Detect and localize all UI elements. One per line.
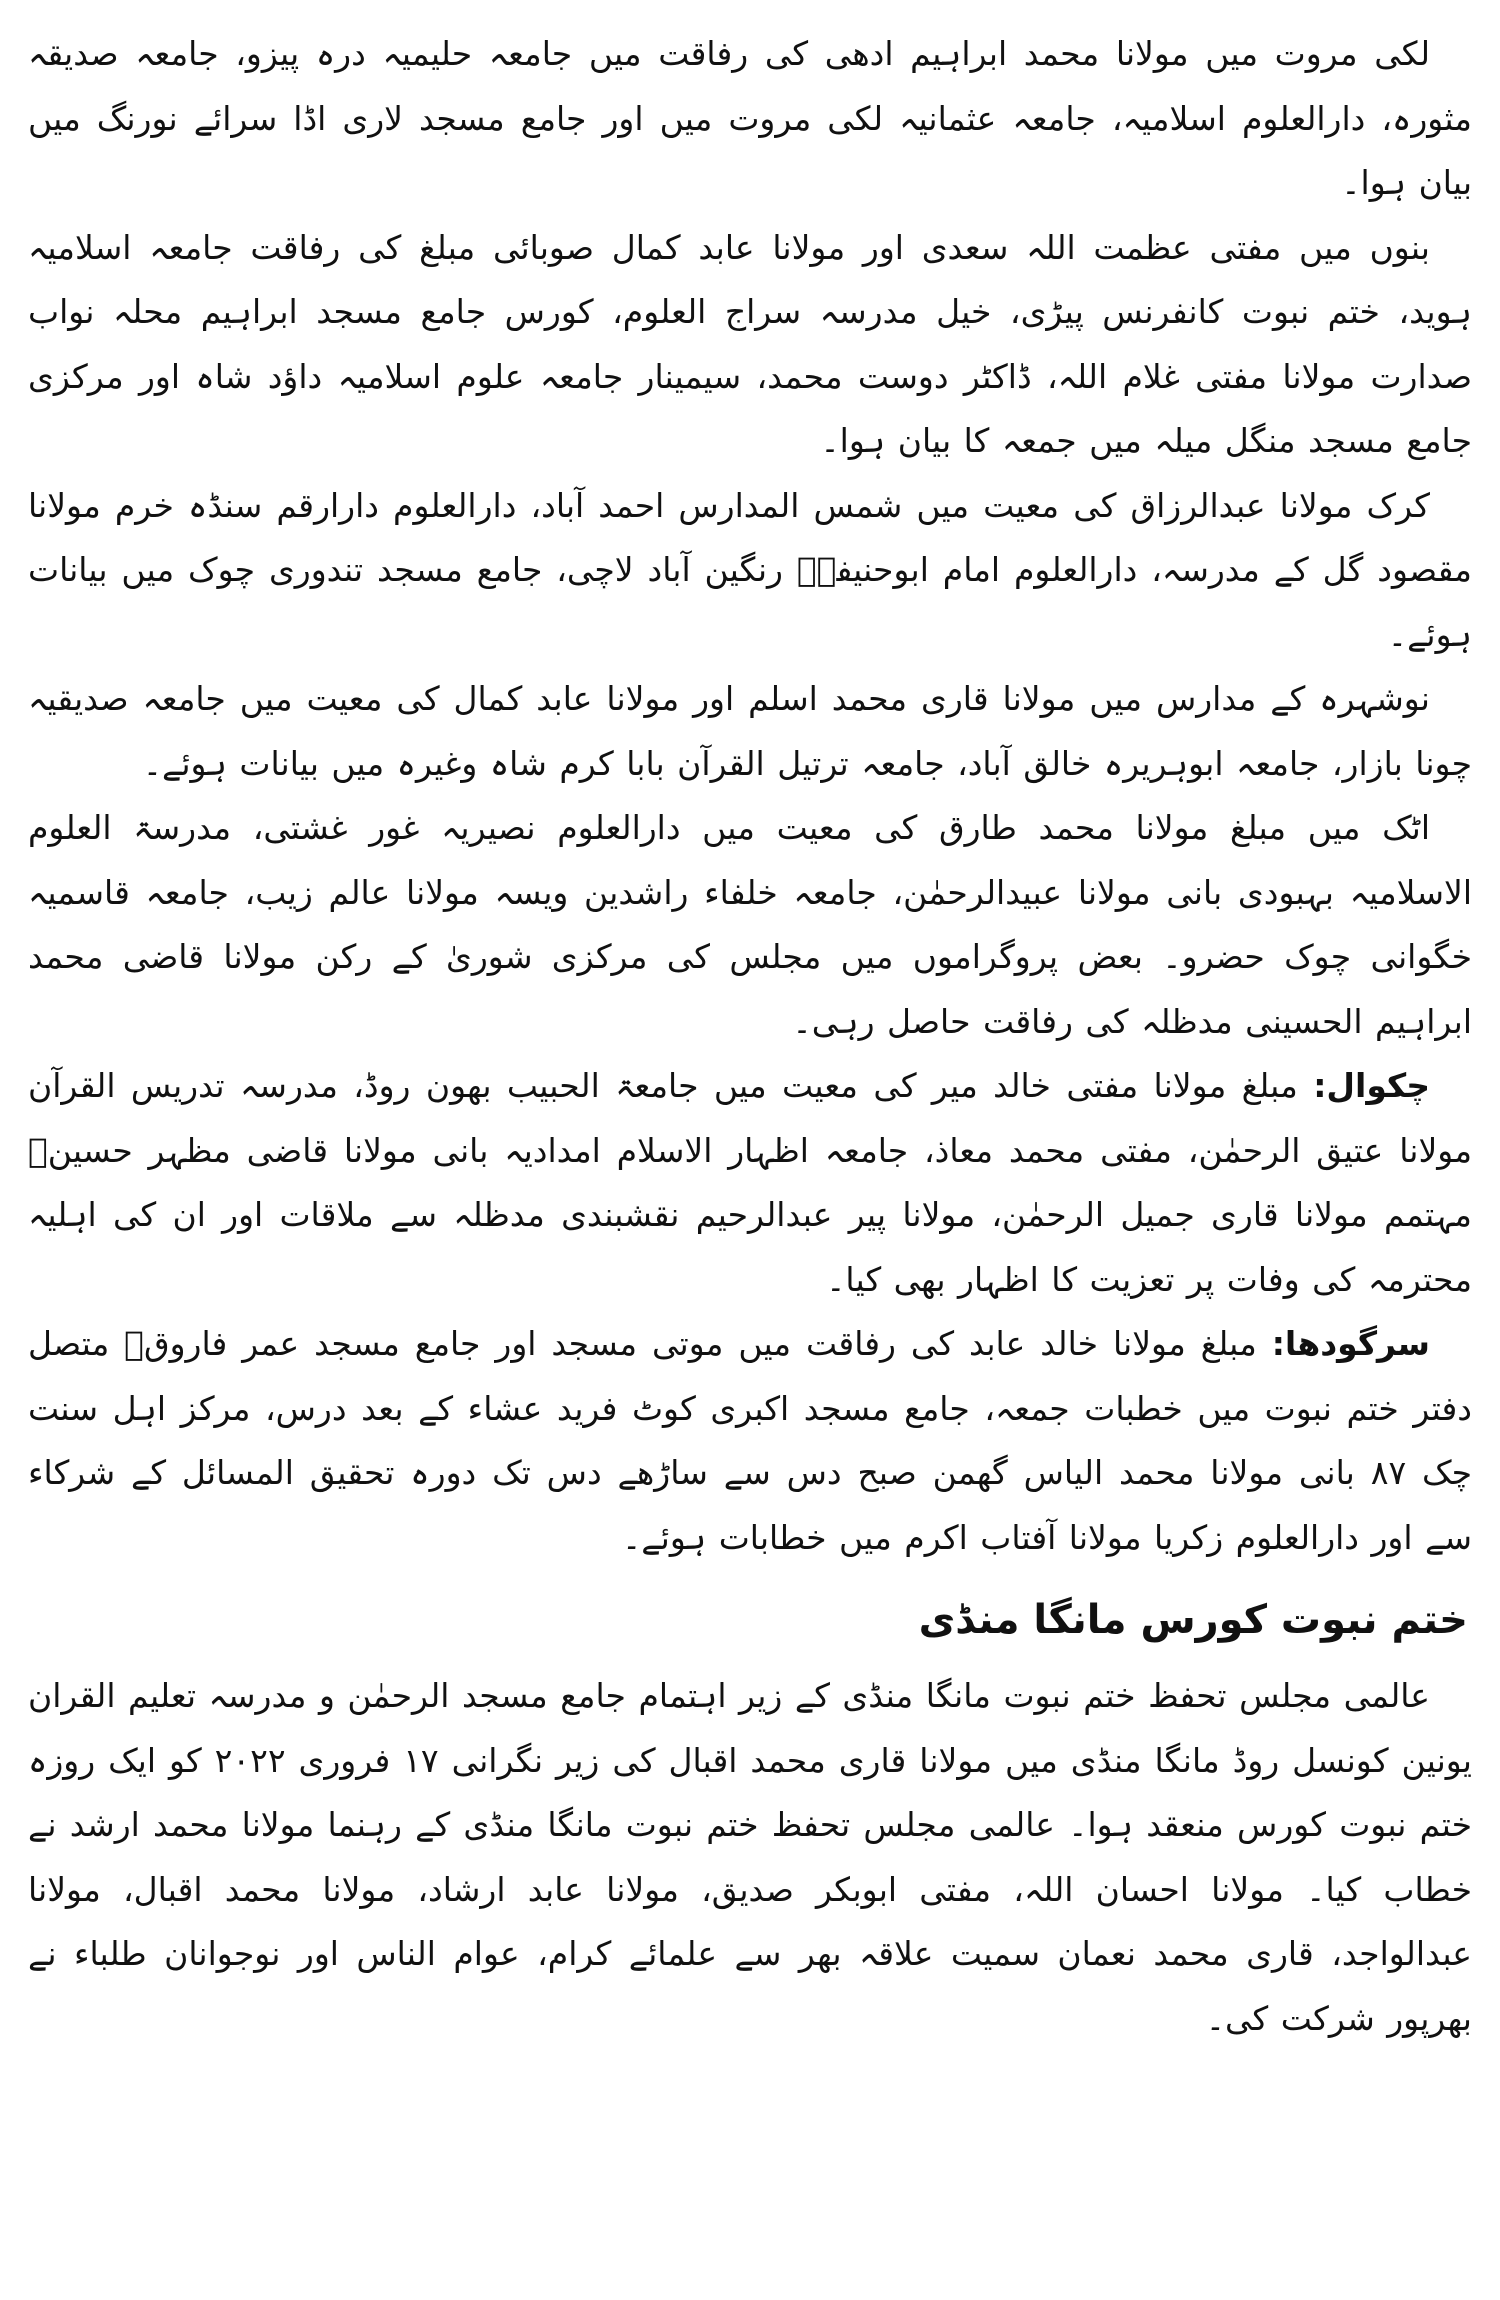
report-sargodha bbox=[28, 1312, 1472, 1570]
report-text: نوشہرہ کے مدارس میں مولانا قاری محمد اسلم اور مولانا عابد کمال کی معیت میں جامعہ صدیقیہ چونا بازار، جامعہ ابوہریرہ خالق آباد، جامعہ ترتیل القرآن بابا کرم شاہ وغیرہ میں بیانات ہوئے۔ bbox=[28, 679, 1472, 783]
report-attock bbox=[28, 796, 1472, 1054]
report-karak bbox=[28, 474, 1472, 668]
report-text: بنوں میں مفتی عظمت اللہ سعدی اور مولانا عابد کمال صوبائی مبلغ کی رفاقت جامعہ اسلامیہ ہوید، ختم نبوت کانفرنس پیڑی، خیل مدرسہ سراج العلوم، کورس جامع مسجد ابراہیم محلہ نواب صدارت مولانا مفتی غلام اللہ، ڈاکٹر دوست محمد، سیمینار جامعہ علوم اسلامیہ داؤد شاہ اور مرکزی جامع مسجد منگل میلہ میں جمعہ کا بیان ہوا۔ bbox=[28, 227, 1472, 460]
report-text: مبلغ مولانا مفتی خالد میر کی معیت میں جامعۃ الحبیب بھون روڈ، مدرسہ تدریس القرآن مولانا عتیق الرحمٰن، مفتی محمد معاذ، جامعہ اظہار الاسلام امدادیہ بانی مولانا قاضی مظہر حسینؒ مہتمم مولانا قاری جمیل الرحمٰن، مولانا پیر عبدالرحیم نقشبندی مدظلہ سے ملاقات اور ان کی اہلیہ محترمہ کی وفات پر تعزیت کا اظہار بھی کیا۔ bbox=[28, 1066, 1472, 1299]
report-chakwal bbox=[28, 1054, 1472, 1312]
article-page bbox=[28, 22, 1472, 2278]
report-text: مبلغ مولانا خالد عابد کی رفاقت میں موتی مسجد اور جامع مسجد عمر فاروقؓ متصل دفتر ختم نبوت میں خطبات جمعہ، جامع مسجد اکبری کوٹ فرید عشاء کے بعد درس، مرکز اہل سنت چک ۸۷ بانی مولانا محمد الیاس گھمن صبح دس سے ساڑھے دس تک دورہ تحقیق المسائل کے شرکاء سے اور دارالعلوم زکریا مولانا آفتاب اکرم میں خطابات ہوئے۔ bbox=[28, 1324, 1472, 1557]
section-body: عالمی مجلس تحفظ ختم نبوت مانگا منڈی کے زیر اہتمام جامع مسجد الرحمٰن و مدرسہ تعلیم القران یونین کونسل روڈ مانگا منڈی میں مولانا قاری محمد اقبال کی زیر نگرانی ۱۷ فروری ۲۰۲۲ کو ایک روزہ ختم نبوت کورس منعقد ہوا۔ عالمی مجلس تحفظ ختم نبوت مانگا منڈی کے رہنما مولانا محمد ارشد نے خطاب کیا۔ مولانا احسان اللہ، مفتی ابوبکر صدیق، مولانا عابد ارشاد، مولانا محمد اقبال، مولانا عبدالواجد، قاری محمد نعمان سمیت علاقہ بھر سے علمائے کرام، عوام الناس اور نوجوانان طلباء نے بھرپور شرکت کی۔ bbox=[28, 1676, 1472, 2038]
report-text: کرک مولانا عبدالرزاق کی معیت میں شمس المدارس احمد آباد، دارالعلوم دارارقم سنڈہ خرم مولانا مقصود گل کے مدرسہ، دارالعلوم امام ابوحنیفہؒ رنگین آباد لاچی، جامع مسجد تندوری چوک میں بیانات ہوئے۔ bbox=[28, 485, 1472, 654]
report-nowshera bbox=[28, 667, 1472, 796]
report-lakki-marwat bbox=[28, 22, 1472, 216]
report-lead: سرگودھا: bbox=[1271, 1324, 1430, 1363]
report-lead: چکوال: bbox=[1313, 1066, 1430, 1105]
report-text: لکی مروت میں مولانا محمد ابراہیم ادھی کی رفاقت میں جامعہ حلیمیہ درہ پیزو، جامعہ صدیقہ مثورہ، دارالعلوم اسلامیہ، جامعہ عثمانیہ لکی مروت میں اور جامع مسجد لاری اڈا سرائے نورنگ میں بیان ہوا۔ bbox=[28, 34, 1472, 202]
report-text: اٹک میں مبلغ مولانا محمد طارق کی معیت میں دارالعلوم نصیریہ غور غشتی، مدرسۃ العلوم الاسلامیہ بہبودی بانی مولانا عبیدالرحمٰن، جامعہ خلفاء راشدین ویسہ مولانا عالم زیب، جامعہ قاسمیہ خگوانی چوک حضرو۔ بعض پروگراموں میں مجلس کی مرکزی شوریٰ کے رکن مولانا قاضی محمد ابراہیم الحسینی مدظلہ کی رفاقت حاصل رہی۔ bbox=[28, 808, 1472, 1041]
section-heading: ختم نبوت کورس مانگا منڈی bbox=[918, 1597, 1468, 1643]
report-bannu bbox=[28, 216, 1472, 474]
